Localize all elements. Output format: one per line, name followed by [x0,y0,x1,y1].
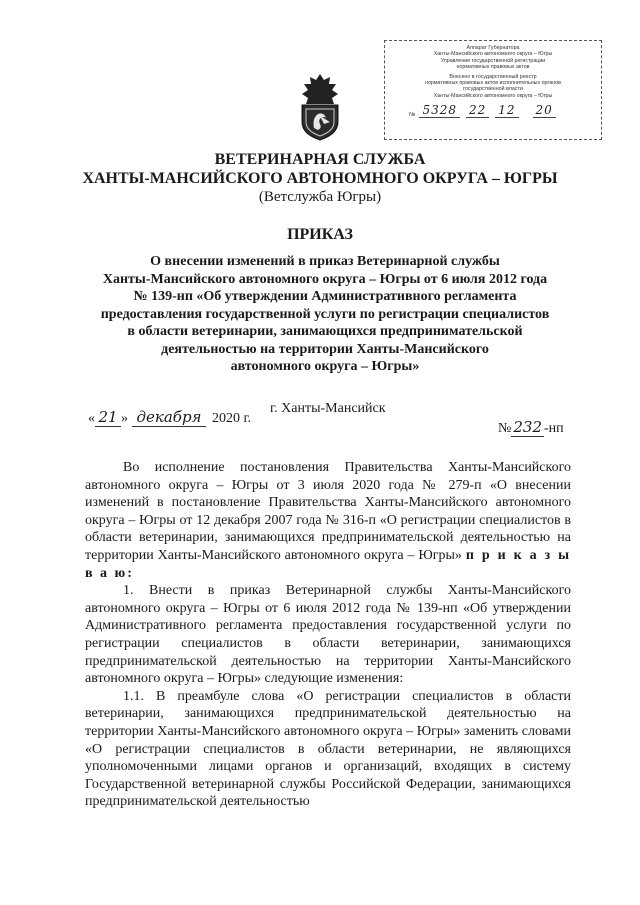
stamp-line: нормативных правовых актов [456,64,530,71]
title-line: в области ветеринарии, занимающихся предпринимательской [127,324,523,339]
document-type: ПРИКАЗ [287,226,353,243]
stamp-year: 20 [533,103,556,118]
number-suffix: -нп [544,421,564,436]
title-line: Ханты-Мансийского автономного округа – Югры от 6 июля 2012 года [102,271,548,287]
title-line: № 139-нп «Об утверждении Административного регламента [133,289,517,304]
body-paragraph [85,459,571,582]
preamble-text: Во исполнение постановления Правительства Ханты-Мансийского автономного округа – Югры от 3 июля 2020 года № 279-п «О внесении изменений в постановление Правительства Ханты-Мансийского автономного округа – Югры от 12 декабря 2007 года № 316-п «О регистрации специалистов в области ветеринарии, занимающихся предпринимательской деятельностью на территории Ханты-Мансийского автономного округа – Югры» [85,460,571,563]
order-word: п р и к а з ы в а ю: [85,547,571,581]
coat-of-arms-icon [294,72,346,142]
date-year: 2020 г. [212,411,252,426]
stamp-line: Внесено в государственный реестр [449,73,537,80]
stamp-line: Аппарат Губернатора [466,45,520,51]
date-day: 21 [95,408,121,427]
stamp-line: Ханты-Мансийского автономного округа – Югры [433,92,553,99]
organization-header [0,150,640,207]
number-value: 232 [513,418,542,436]
stamp-reg-number: 5328 [419,103,460,118]
body-paragraph: 1.1. В преамбуле слова «О регистрации специалистов в области ветеринарии, занимающихся предпринимательской деятельностью на территории Ханты-Мансийского автономного округа – Югры» заменить словами «О регистрации специалистов в области ветеринарии, не являющихся уполномоченными лицами органов и организаций, входящих в систему Государственной ветеринарной службы Российской Федерации, занимающихся предпринимательской деятельностью [85,688,571,810]
stamp-day: 22 [466,103,489,118]
stamp-month: 12 [495,103,518,118]
org-short-name: (Ветслужба Югры) [258,189,382,205]
stamp-line: Управление государственной регистрации [440,57,546,64]
document-body [85,459,571,811]
registration-stamp [384,40,602,140]
body-paragraph: 1. Внести в приказ Ветеринарной службы Ханты-Мансийского автономного округа – Югры от 6 июля 2012 года № 139-нп «Об утверждении Административного регламента предоставления государственной услуги по регистрации специалистов в области ветеринарии, занимающихся предпринимательской деятельностью на территории Ханты-Мансийского автономного округа – Югры» следующие изменения: [85,583,571,687]
date-open-quote: « [88,411,95,426]
document-number [498,418,564,437]
title-line: деятельностью на территории Ханты-Мансийского [161,341,489,357]
title-line: О внесении изменений в приказ Ветеринарной службы [150,254,500,269]
date-close-quote: » [121,411,128,426]
title-line: автономного округа – Югры» [230,359,420,374]
date-month: декабря [132,408,206,427]
stamp-line: нормативных правовых актов исполнительных органов [425,80,561,87]
document-title [90,253,560,376]
document-date [88,408,251,427]
stamp-registration-row [391,103,595,118]
org-name-line1: ВЕТЕРИНАРНАЯ СЛУЖБА [214,151,426,168]
number-prefix: № [498,421,512,436]
stamp-line: Ханты-Мансийского автономного округа – Югры [433,51,553,58]
place-of-signing: г. Ханты-Мансийск [270,401,386,416]
title-line: предоставления государственной услуги по регистрации специалистов [100,306,550,322]
stamp-number-prefix: № [409,112,416,119]
org-name-line2: ХАНТЫ-МАНСИЙСКОГО АВТОНОМНОГО ОКРУГА – ЮГРЫ [82,170,558,187]
stamp-line: государственной власти [463,86,523,93]
